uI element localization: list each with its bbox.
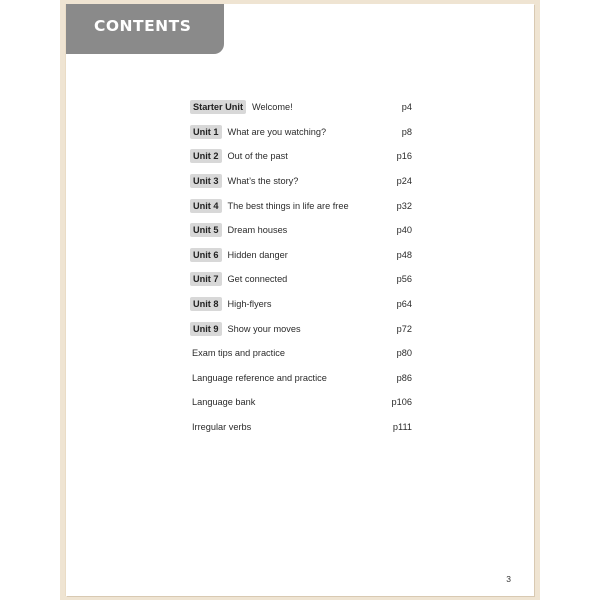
toc-title: Language bank (192, 397, 256, 408)
toc-title: Show your moves (227, 323, 301, 334)
toc-title: Out of the past (227, 151, 288, 162)
toc-title: Hidden danger (227, 249, 288, 260)
toc-row-unit-8[interactable] (190, 292, 412, 317)
unit-badge: Unit 7 (190, 272, 222, 286)
toc-row-language-reference[interactable] (190, 366, 412, 391)
toc-page: p86 (396, 372, 412, 383)
toc-page: p80 (396, 348, 412, 359)
unit-badge: Unit 4 (190, 199, 222, 213)
unit-badge: Unit 9 (190, 322, 222, 336)
toc-title: High-flyers (227, 299, 272, 310)
toc-page: p24 (396, 176, 412, 187)
page-number: 3 (506, 574, 511, 584)
toc-title: Irregular verbs (192, 422, 252, 433)
toc-page: p56 (396, 274, 412, 285)
toc-row-irregular-verbs[interactable] (190, 415, 412, 440)
toc-title: Dream houses (227, 225, 288, 236)
page-title: CONTENTS (94, 17, 192, 35)
toc-row-unit-3[interactable] (190, 169, 412, 194)
toc-page: p8 (401, 126, 412, 137)
toc-title: Exam tips and practice (192, 348, 285, 359)
unit-badge: Unit 5 (190, 223, 222, 237)
toc-row-exam-tips[interactable] (190, 341, 412, 366)
unit-badge: Unit 2 (190, 149, 222, 163)
toc-page: p106 (391, 397, 412, 408)
unit-badge: Starter Unit (190, 100, 246, 114)
toc-page: p64 (396, 299, 412, 310)
toc-row-unit-1[interactable] (190, 120, 412, 145)
toc-title: Language reference and practice (192, 372, 327, 383)
toc-row-unit-7[interactable] (190, 267, 412, 292)
toc-row-starter[interactable] (190, 95, 412, 120)
toc-page: p4 (401, 102, 412, 113)
toc-row-language-bank[interactable] (190, 390, 412, 415)
toc-row-unit-9[interactable] (190, 316, 412, 341)
toc-page: p48 (396, 249, 412, 260)
document-page (66, 4, 534, 596)
unit-badge: Unit 8 (190, 297, 222, 311)
toc-title: What’s the story? (227, 176, 299, 187)
toc-row-unit-4[interactable] (190, 193, 412, 218)
toc-title: Welcome! (252, 102, 293, 113)
table-of-contents (190, 95, 412, 439)
toc-row-unit-5[interactable] (190, 218, 412, 243)
toc-row-unit-6[interactable] (190, 243, 412, 268)
unit-badge: Unit 3 (190, 174, 222, 188)
toc-title: The best things in life are free (227, 200, 349, 211)
toc-row-unit-2[interactable] (190, 144, 412, 169)
toc-page: p72 (396, 323, 412, 334)
unit-badge: Unit 6 (190, 248, 222, 262)
toc-page: p111 (392, 422, 412, 433)
contents-header-tab (66, 4, 224, 54)
toc-page: p32 (396, 200, 412, 211)
toc-page: p16 (396, 151, 412, 162)
toc-title: Get connected (227, 274, 288, 285)
toc-title: What are you watching? (227, 126, 327, 137)
unit-badge: Unit 1 (190, 125, 222, 139)
toc-page: p40 (396, 225, 412, 236)
